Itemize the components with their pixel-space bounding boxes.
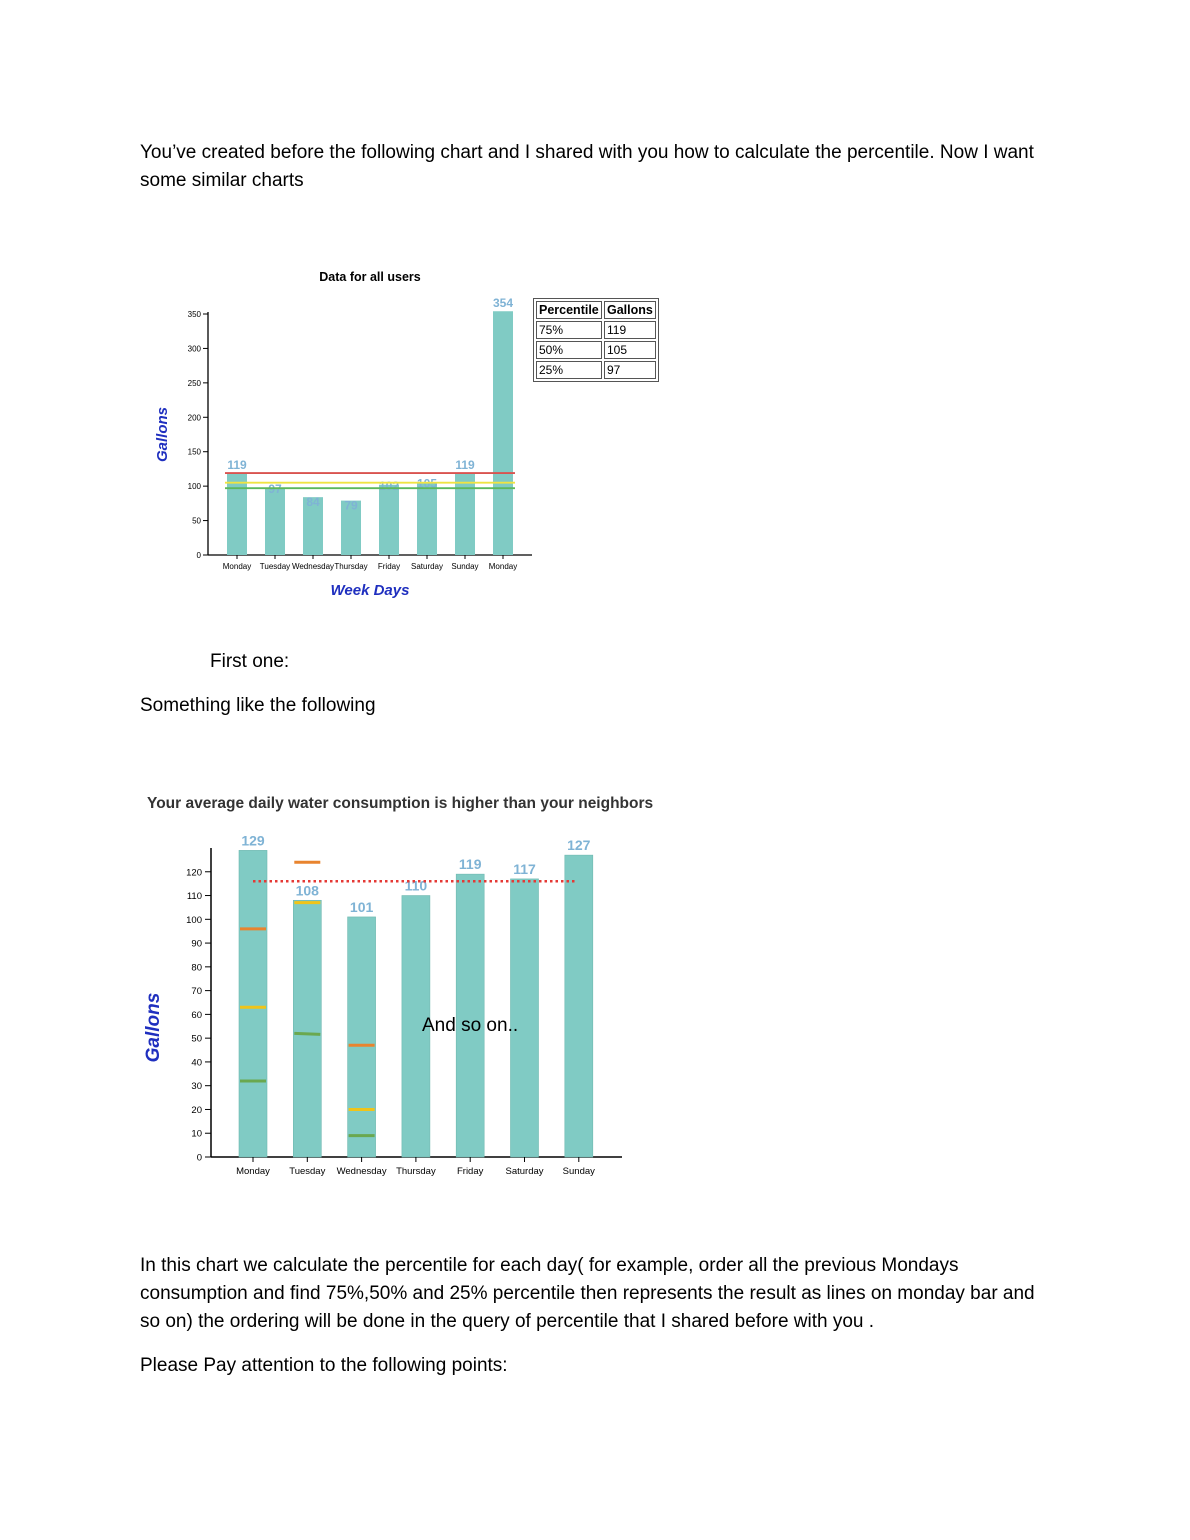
y-tick-label: 50	[192, 516, 201, 526]
table-cell: 75%	[536, 321, 602, 339]
bar	[348, 917, 376, 1157]
data-label: 84	[306, 495, 320, 510]
x-tick-label: Sunday	[451, 562, 479, 571]
bar	[239, 850, 267, 1157]
bar	[265, 488, 285, 555]
data-label: 101	[349, 898, 374, 915]
data-label: 129	[241, 832, 265, 849]
y-tick-label: 40	[191, 1057, 202, 1069]
percentile-table	[533, 298, 659, 382]
bar	[293, 900, 321, 1157]
percentile-25-mark	[294, 1033, 320, 1034]
y-tick-label: 70	[191, 986, 202, 998]
y-tick-label: 0	[196, 1152, 202, 1164]
bar	[455, 473, 475, 555]
data-label: 119	[227, 458, 247, 473]
y-tick-label: 100	[187, 482, 201, 492]
y-tick-label: 110	[186, 891, 202, 903]
x-tick-label: Saturday	[505, 1166, 544, 1177]
y-tick-label: 60	[191, 1009, 202, 1021]
x-tick-label: Monday	[488, 562, 518, 571]
x-tick-label: Monday	[236, 1166, 270, 1177]
y-tick-label: 350	[187, 310, 201, 319]
y-tick-label: 10	[191, 1128, 202, 1140]
y-tick-label: 150	[187, 447, 201, 457]
x-tick-label: Thursday	[334, 562, 368, 571]
and-so-on-text: And so on..	[422, 1015, 519, 1036]
data-label: 127	[567, 837, 591, 854]
bar	[417, 483, 437, 555]
x-axis-label: Week Days	[330, 582, 410, 599]
table-row	[536, 341, 656, 359]
chart-data-for-all-users	[145, 262, 545, 607]
y-tick-label: 0	[196, 551, 201, 560]
table-cell: 119	[604, 321, 656, 339]
y-tick-label: 30	[191, 1081, 202, 1093]
attention-paragraph: Please Pay attention to the following points:	[140, 1355, 508, 1376]
something-like-text: Something like the following	[140, 695, 376, 716]
x-tick-label: Thursday	[396, 1166, 436, 1177]
chart-title: Your average daily water consumption is higher than your neighbors	[147, 795, 654, 812]
y-axis-label: Gallons	[143, 992, 164, 1063]
data-label: 102	[378, 478, 400, 493]
data-label: 117	[513, 860, 536, 877]
x-tick-label: Wednesday	[336, 1166, 387, 1177]
explanation-paragraph: In this chart we calculate the percentile for each day( for example, order all the previous Mondays consumption and find 75%,50% and 25% percentile then represents the result as lines on monday bar and so on) the ordering will be done in the query of percentile that I shared before with you .	[140, 1255, 1035, 1332]
bar	[565, 855, 593, 1157]
y-tick-label: 250	[187, 378, 201, 388]
bar	[379, 485, 399, 555]
table-row	[536, 361, 656, 379]
table-header-percentile: Percentile	[536, 301, 602, 319]
data-label: 105	[416, 476, 438, 491]
y-tick-label: 300	[187, 344, 201, 354]
intro-paragraph: You’ve created before the following chart and I shared with you how to calculate the percentile. Now I want some similar charts	[140, 142, 1034, 191]
x-tick-label: Monday	[222, 562, 252, 571]
chart-neighbors-consumption	[135, 785, 700, 1185]
x-tick-label: Tuesday	[289, 1166, 326, 1177]
bar	[493, 311, 513, 555]
data-label: 79	[344, 498, 358, 513]
data-label: 108	[295, 882, 319, 899]
table-cell: 105	[604, 341, 656, 359]
x-tick-label: Friday	[456, 1166, 484, 1177]
x-tick-label: Saturday	[410, 562, 444, 571]
data-label: 354	[492, 296, 514, 311]
data-label: 119	[455, 458, 475, 473]
y-tick-label: 50	[191, 1033, 202, 1045]
table-cell: 25%	[536, 361, 602, 379]
y-tick-label: 100	[186, 914, 202, 926]
bar	[227, 473, 247, 555]
data-label: 97	[268, 482, 282, 497]
table-row	[536, 321, 656, 339]
table-header-gallons: Gallons	[604, 301, 656, 319]
x-tick-label: Friday	[377, 562, 401, 571]
data-label: 119	[458, 856, 482, 873]
table-cell: 50%	[536, 341, 602, 359]
x-tick-label: Wednesday	[291, 562, 335, 571]
chart-title: Data for all users	[319, 270, 421, 284]
y-tick-label: 200	[187, 413, 201, 423]
x-tick-label: Tuesday	[259, 562, 291, 571]
y-tick-label: 20	[191, 1104, 202, 1116]
first-one-label: First one:	[210, 651, 290, 672]
data-label: 110	[404, 877, 428, 894]
x-tick-label: Sunday	[562, 1166, 595, 1177]
y-tick-label: 90	[191, 938, 202, 950]
y-tick-label: 80	[191, 962, 202, 974]
y-axis-label: Gallons	[154, 406, 171, 463]
y-tick-label: 120	[186, 867, 202, 879]
table-cell: 97	[604, 361, 656, 379]
